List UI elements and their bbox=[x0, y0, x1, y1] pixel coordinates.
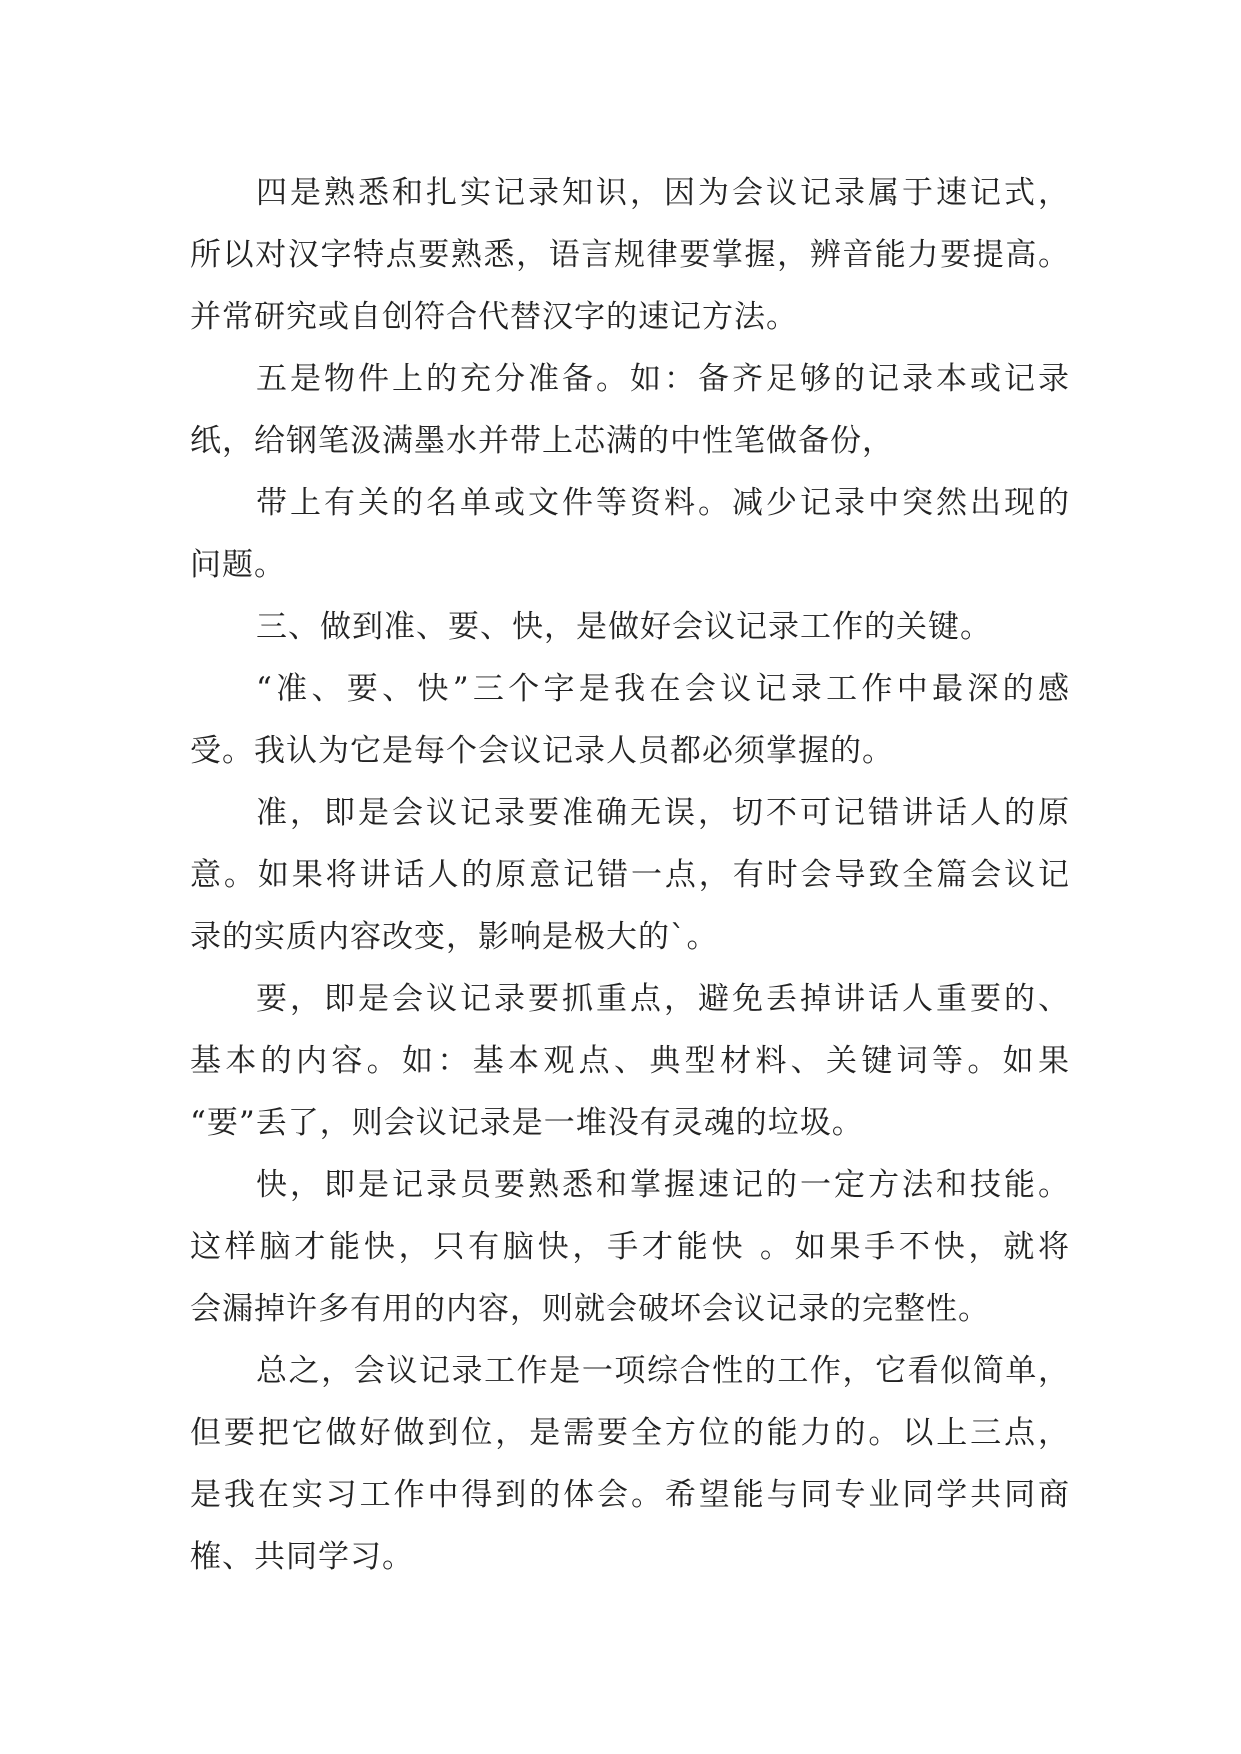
text-line: 纸，给钢笔汲满墨水并带上芯满的中性笔做备份， bbox=[190, 423, 894, 459]
text-line: “要”丢了，则会议记录是一堆没有灵魂的垃圾。 bbox=[190, 1105, 864, 1141]
text-line: 快，即是记录员要熟悉和掌握速记的一定方法和技能。 bbox=[256, 1167, 1070, 1203]
text-line: 四是熟悉和扎实记录知识，因为会议记录属于速记式， bbox=[256, 175, 1070, 211]
text-line: 录的实质内容改变，影响是极大的`。 bbox=[190, 919, 719, 955]
text-line: 准，即是会议记录要准确无误，切不可记错讲话人的原 bbox=[256, 795, 1070, 831]
text-line: 带上有关的名单或文件等资料。减少记录中突然出现的 bbox=[256, 485, 1070, 521]
text-line: “准、要、快”三个字是我在会议记录工作中最深的感 bbox=[256, 671, 1070, 707]
text-line: 基本的内容。如：基本观点、典型材料、关键词等。如果 bbox=[190, 1043, 1070, 1079]
text-line: 是我在实习工作中得到的体会。希望能与同专业同学共同商 bbox=[190, 1477, 1070, 1513]
text-line: 会漏掉许多有用的内容，则就会破坏会议记录的完整性。 bbox=[190, 1291, 990, 1327]
text-line: 问题。 bbox=[190, 547, 286, 583]
text-line: 总之，会议记录工作是一项综合性的工作，它看似简单， bbox=[256, 1353, 1070, 1389]
section-heading: 三、做到准、要、快，是做好会议记录工作的关键。 bbox=[256, 609, 992, 645]
text-line: 意。如果将讲话人的原意记错一点，有时会导致全篇会议记 bbox=[190, 857, 1070, 893]
text-line: 这样脑才能快，只有脑快，手才能快 。如果手不快，就将 bbox=[190, 1229, 1070, 1265]
document-body bbox=[190, 162, 1070, 1588]
text-line: 但要把它做好做到位，是需要全方位的能力的。以上三点， bbox=[190, 1415, 1070, 1451]
text-line: 所以对汉字特点要熟悉，语言规律要掌握，辨音能力要提高。 bbox=[190, 237, 1070, 273]
text-line: 榷、共同学习。 bbox=[190, 1539, 414, 1575]
text-line: 五是物件上的充分准备。如：备齐足够的记录本或记录 bbox=[256, 361, 1070, 397]
text-line: 要，即是会议记录要抓重点，避免丢掉讲话人重要的、 bbox=[256, 981, 1070, 1017]
text-line: 并常研究或自创符合代替汉字的速记方法。 bbox=[190, 299, 798, 335]
text-line: 受。我认为它是每个会议记录人员都必须掌握的。 bbox=[190, 733, 894, 769]
